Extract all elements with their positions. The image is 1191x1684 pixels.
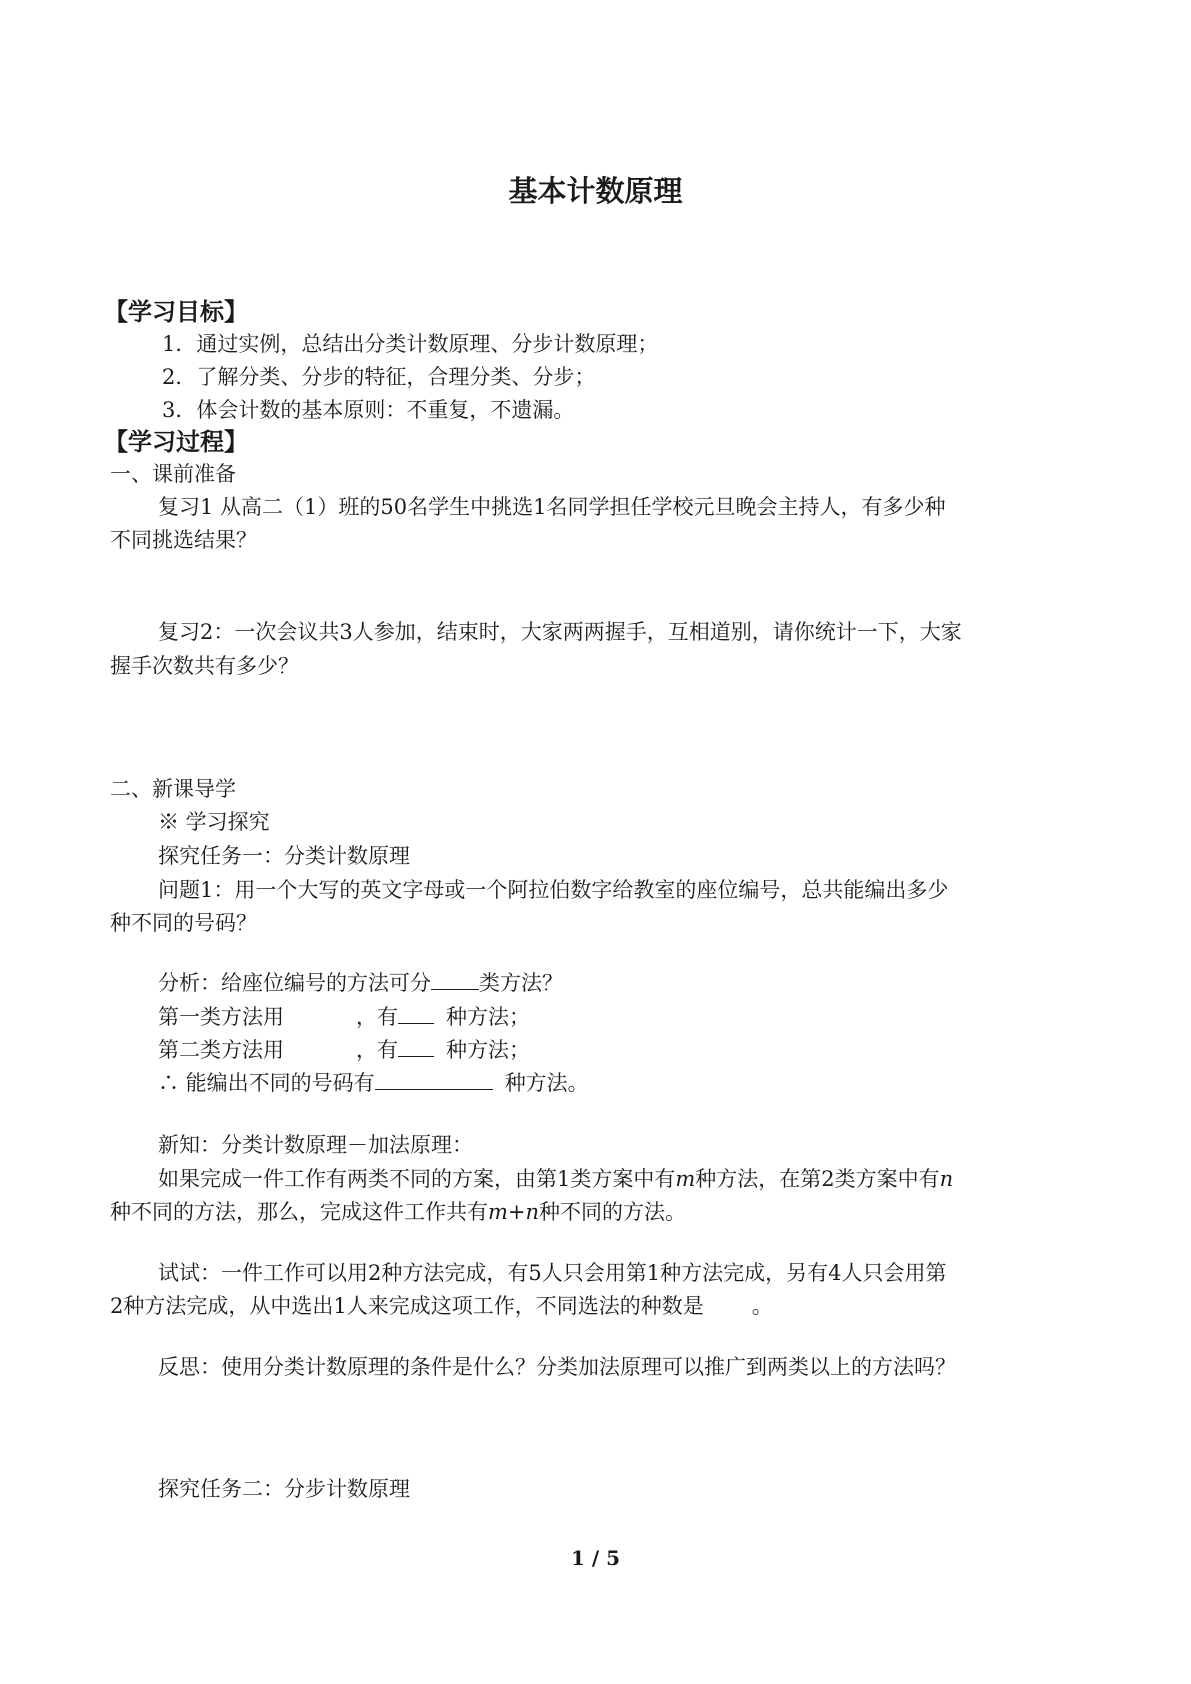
method1-mid: ，有 bbox=[356, 1005, 398, 1029]
goal-item-3: 3．体会计数的基本原则：不重复，不遗漏。 bbox=[162, 398, 575, 422]
review1-line1: 复习1 从高二（1）班的50名学生中挑选1名同学担任学校元旦晚会主持人，有多少种 bbox=[158, 495, 946, 519]
method2-mid: ，有 bbox=[356, 1038, 398, 1062]
new-knowledge-text-a: 如果完成一件工作有两类不同的方案，由第1类方案中有 bbox=[158, 1167, 676, 1191]
new-knowledge-line1 bbox=[158, 1165, 953, 1193]
var-m-plus-n: m+n bbox=[488, 1200, 540, 1224]
part1-heading: 一、课前准备 bbox=[110, 462, 236, 486]
method2-blank[interactable] bbox=[398, 1036, 434, 1057]
analysis-blank[interactable] bbox=[431, 969, 479, 990]
therefore-suffix: 种方法。 bbox=[504, 1071, 589, 1095]
review2-line2: 握手次数共有多少？ bbox=[110, 654, 299, 678]
question1-line1: 问题1：用一个大写的英文字母或一个阿拉伯数字给教室的座位编号，总共能编出多少 bbox=[158, 878, 949, 902]
var-n: n bbox=[939, 1167, 954, 1191]
explore-label: ※ 学习探究 bbox=[158, 810, 270, 834]
part2-heading: 二、新课导学 bbox=[110, 777, 236, 801]
method1-prefix: 第一类方法用 bbox=[158, 1005, 284, 1029]
process-heading: 【学习过程】 bbox=[104, 427, 248, 456]
question1-line2: 种不同的号码？ bbox=[110, 911, 257, 935]
task1-heading: 探究任务一：分类计数原理 bbox=[158, 844, 410, 868]
new-knowledge-line2 bbox=[110, 1198, 686, 1226]
try-line2 bbox=[110, 1292, 773, 1320]
review1-line2: 不同挑选结果？ bbox=[110, 528, 257, 552]
therefore-blank[interactable] bbox=[375, 1069, 493, 1090]
try-period: 。 bbox=[751, 1294, 773, 1318]
var-m: m bbox=[675, 1167, 696, 1191]
new-knowledge-text-d: 种不同的方法。 bbox=[539, 1200, 687, 1224]
review2-line1: 复习2：一次会议共3人参加，结束时，大家两两握手，互相道别，请你统计一下，大家 bbox=[158, 620, 962, 644]
goal-item-1: 1．通过实例，总结出分类计数原理、分步计数原理； bbox=[162, 332, 659, 356]
analysis-line bbox=[158, 969, 563, 997]
new-knowledge-text-b: 种方法，在第2类方案中有 bbox=[695, 1167, 940, 1191]
page-title: 基本计数原理 bbox=[508, 174, 683, 208]
therefore-line bbox=[158, 1069, 589, 1097]
method2-line bbox=[158, 1036, 530, 1064]
try-text: 2种方法完成，从中选出1人来完成这项工作，不同选法的种数是 bbox=[110, 1294, 704, 1318]
method1-blank[interactable] bbox=[398, 1003, 434, 1024]
therefore-prefix: ∴ 能编出不同的号码有 bbox=[158, 1071, 375, 1095]
try-line1: 试试：一件工作可以用2种方法完成，有5人只会用第1种方法完成，另有4人只会用第 bbox=[158, 1261, 947, 1285]
task2-heading: 探究任务二：分步计数原理 bbox=[158, 1477, 410, 1501]
page-number: 1 / 5 bbox=[570, 1546, 621, 1570]
method2-prefix: 第二类方法用 bbox=[158, 1038, 284, 1062]
reflection-line: 反思：使用分类计数原理的条件是什么？分类加法原理可以推广到两类以上的方法吗？ bbox=[158, 1355, 956, 1379]
goals-heading: 【学习目标】 bbox=[104, 297, 248, 326]
method1-line bbox=[158, 1003, 530, 1031]
analysis-suffix: 类方法？ bbox=[479, 971, 563, 995]
new-knowledge-text-c: 种不同的方法，那么，完成这件工作共有 bbox=[110, 1200, 488, 1224]
analysis-prefix: 分析：给座位编号的方法可分 bbox=[158, 971, 431, 995]
method2-suffix: 种方法； bbox=[446, 1038, 530, 1062]
goal-item-2: 2．了解分类、分步的特征，合理分类、分步； bbox=[162, 365, 596, 389]
new-knowledge-heading: 新知：分类计数原理－加法原理： bbox=[158, 1133, 473, 1157]
method1-suffix: 种方法； bbox=[446, 1005, 530, 1029]
